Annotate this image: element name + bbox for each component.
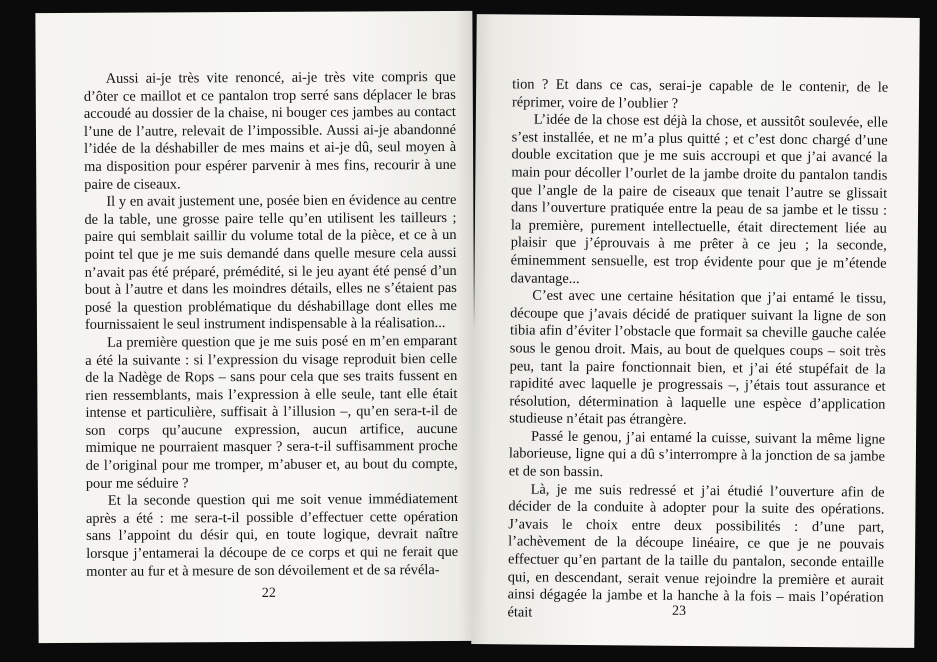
paragraph: L’idée de la chose est déjà la chose, et aussitôt soulevée, elle s’est installée, et ne m’a plus quitté ; et c’est donc chargé d’une double excitation que je me suis accroupi et que j’ai avancé la main pour décoller l’ourlet de la jambe droite du pantalon tandis que l’angle de la paire de ciseaux que tenait l’autre se glissait dans l’ouverture pratiquée entre la peau de sa jambe et le tissu : la première, purement intellectuelle, était directement liée au plaisir que j’éprouvais à me prêter à ce jeu ; la seconde, éminemment sensuelle, est trop évidente pour que je m’étende davantage... <box>510 111 888 287</box>
right-page <box>471 14 919 648</box>
paragraph: Aussi ai-je très vite renoncé, ai-je très vite compris que d’ôter ce maillot et ce pantalon trop serré sans déplacer le bras accoudé au dossier de la chaise, ni bouger ces jambes au contact l’une de l’autre, relevait de l’impossible. Aussi ai-je abandonné l’idée de la déshabiller de mes mains et ai-je dû, seul moyen à ma disposition pour espérer parvenir à mes fins, recourir à une paire de ciseaux. <box>83 68 457 193</box>
paragraph: Et la seconde question qui me soit venue immédiatement après a été : me sera-t-il possible d’effectuer cette opération sans l’appoint du désir qui, en toute logique, devrait naître lorsque j’entamerai la découpe de ce corps et qui ne ferait que monter au fur et à mesure de son dévoilement et de sa révéla- <box>85 491 459 580</box>
left-page-text <box>84 69 459 581</box>
left-page <box>35 11 475 643</box>
paragraph-continuation: tion ? Et dans ce cas, serai-je capable de le contenir, de le réprimer, voire de l’oublier ? <box>511 76 889 112</box>
paragraph: Il y en avait justement une, posée bien en évidence au centre de la table, une grosse paire telle qu’en utilisent les tailleurs ; paire qui semblait saillir du volume total de la pièce, et ce à un point tel que je me suis demandé dans quelle mesure cela aussi n’avait pas été préparé, prémédité, si le jeu ayant été pensé d’un bout à l’autre et dans les moindres détails, elles ne s’étaient pas posé la question problématique du déshabillage dont elles me fournissaient le seul instrument indispensable à la réalisation... <box>84 192 457 334</box>
paragraph: La première question que je me suis posé en m’en emparant a été la suivante : si l’expression du visage reproduit bien celle de la Nadège de Rops – sans pour cela que ses traits fussent en rien ressemblants, mais l’expression à elle seule, tant elle était intense et particulière, suffisait à l’illusion –, qu’en sera-t-il de son corps qu’aucune expression, aucun artifice, aucune mimique ne pourraient masquer ? sera-t-il suffisamment proche de l’original pour me tromper, m’abuser et, au bout du compte, pour me séduire ? <box>85 332 458 492</box>
paragraph: Là, je me suis redressé et j’ai étudié l’ouverture afin de décider de la conduite à adopter pour la suite des opérations. J’avais le choix entre deux possibilités : d’une part, l’achèvement de la découpe linéaire, ce que je ne pouvais effectuer qu’en partant de la taille du pantalon, seconde entaille qui, en descendant, serait venue rejoindre la première et aurait ainsi dégagée la jambe et la hanche à la fois – mais l’opération était <box>507 481 885 621</box>
paragraph: C’est avec une certaine hésitation que j’ai entamé le tissu, découpe que j’avais décidé de pratiquer suivant la ligne de son tibia afin d’éviter l’obstacle que formait sa cheville gauche calée sous le genou droit. Mais, au bout de quelques coups – soit très peu, tant la paire fonctionnait bien, et j’ai été stupéfait de la rapidité avec laquelle je progressais –, j’étais tout assurance et résolution, détermination à laquelle une espèce d’application studieuse n’était pas étrangère. <box>509 287 887 429</box>
page-number-right: 23 <box>671 603 687 619</box>
page-number-left: 22 <box>261 585 276 601</box>
right-page-text <box>507 76 888 625</box>
paragraph: Passé le genou, j’ai entamé la cuisse, suivant la même ligne laborieuse, ligne qui a dû s’interrompre à la jonction de sa jambe et de son bassin. <box>508 428 886 481</box>
